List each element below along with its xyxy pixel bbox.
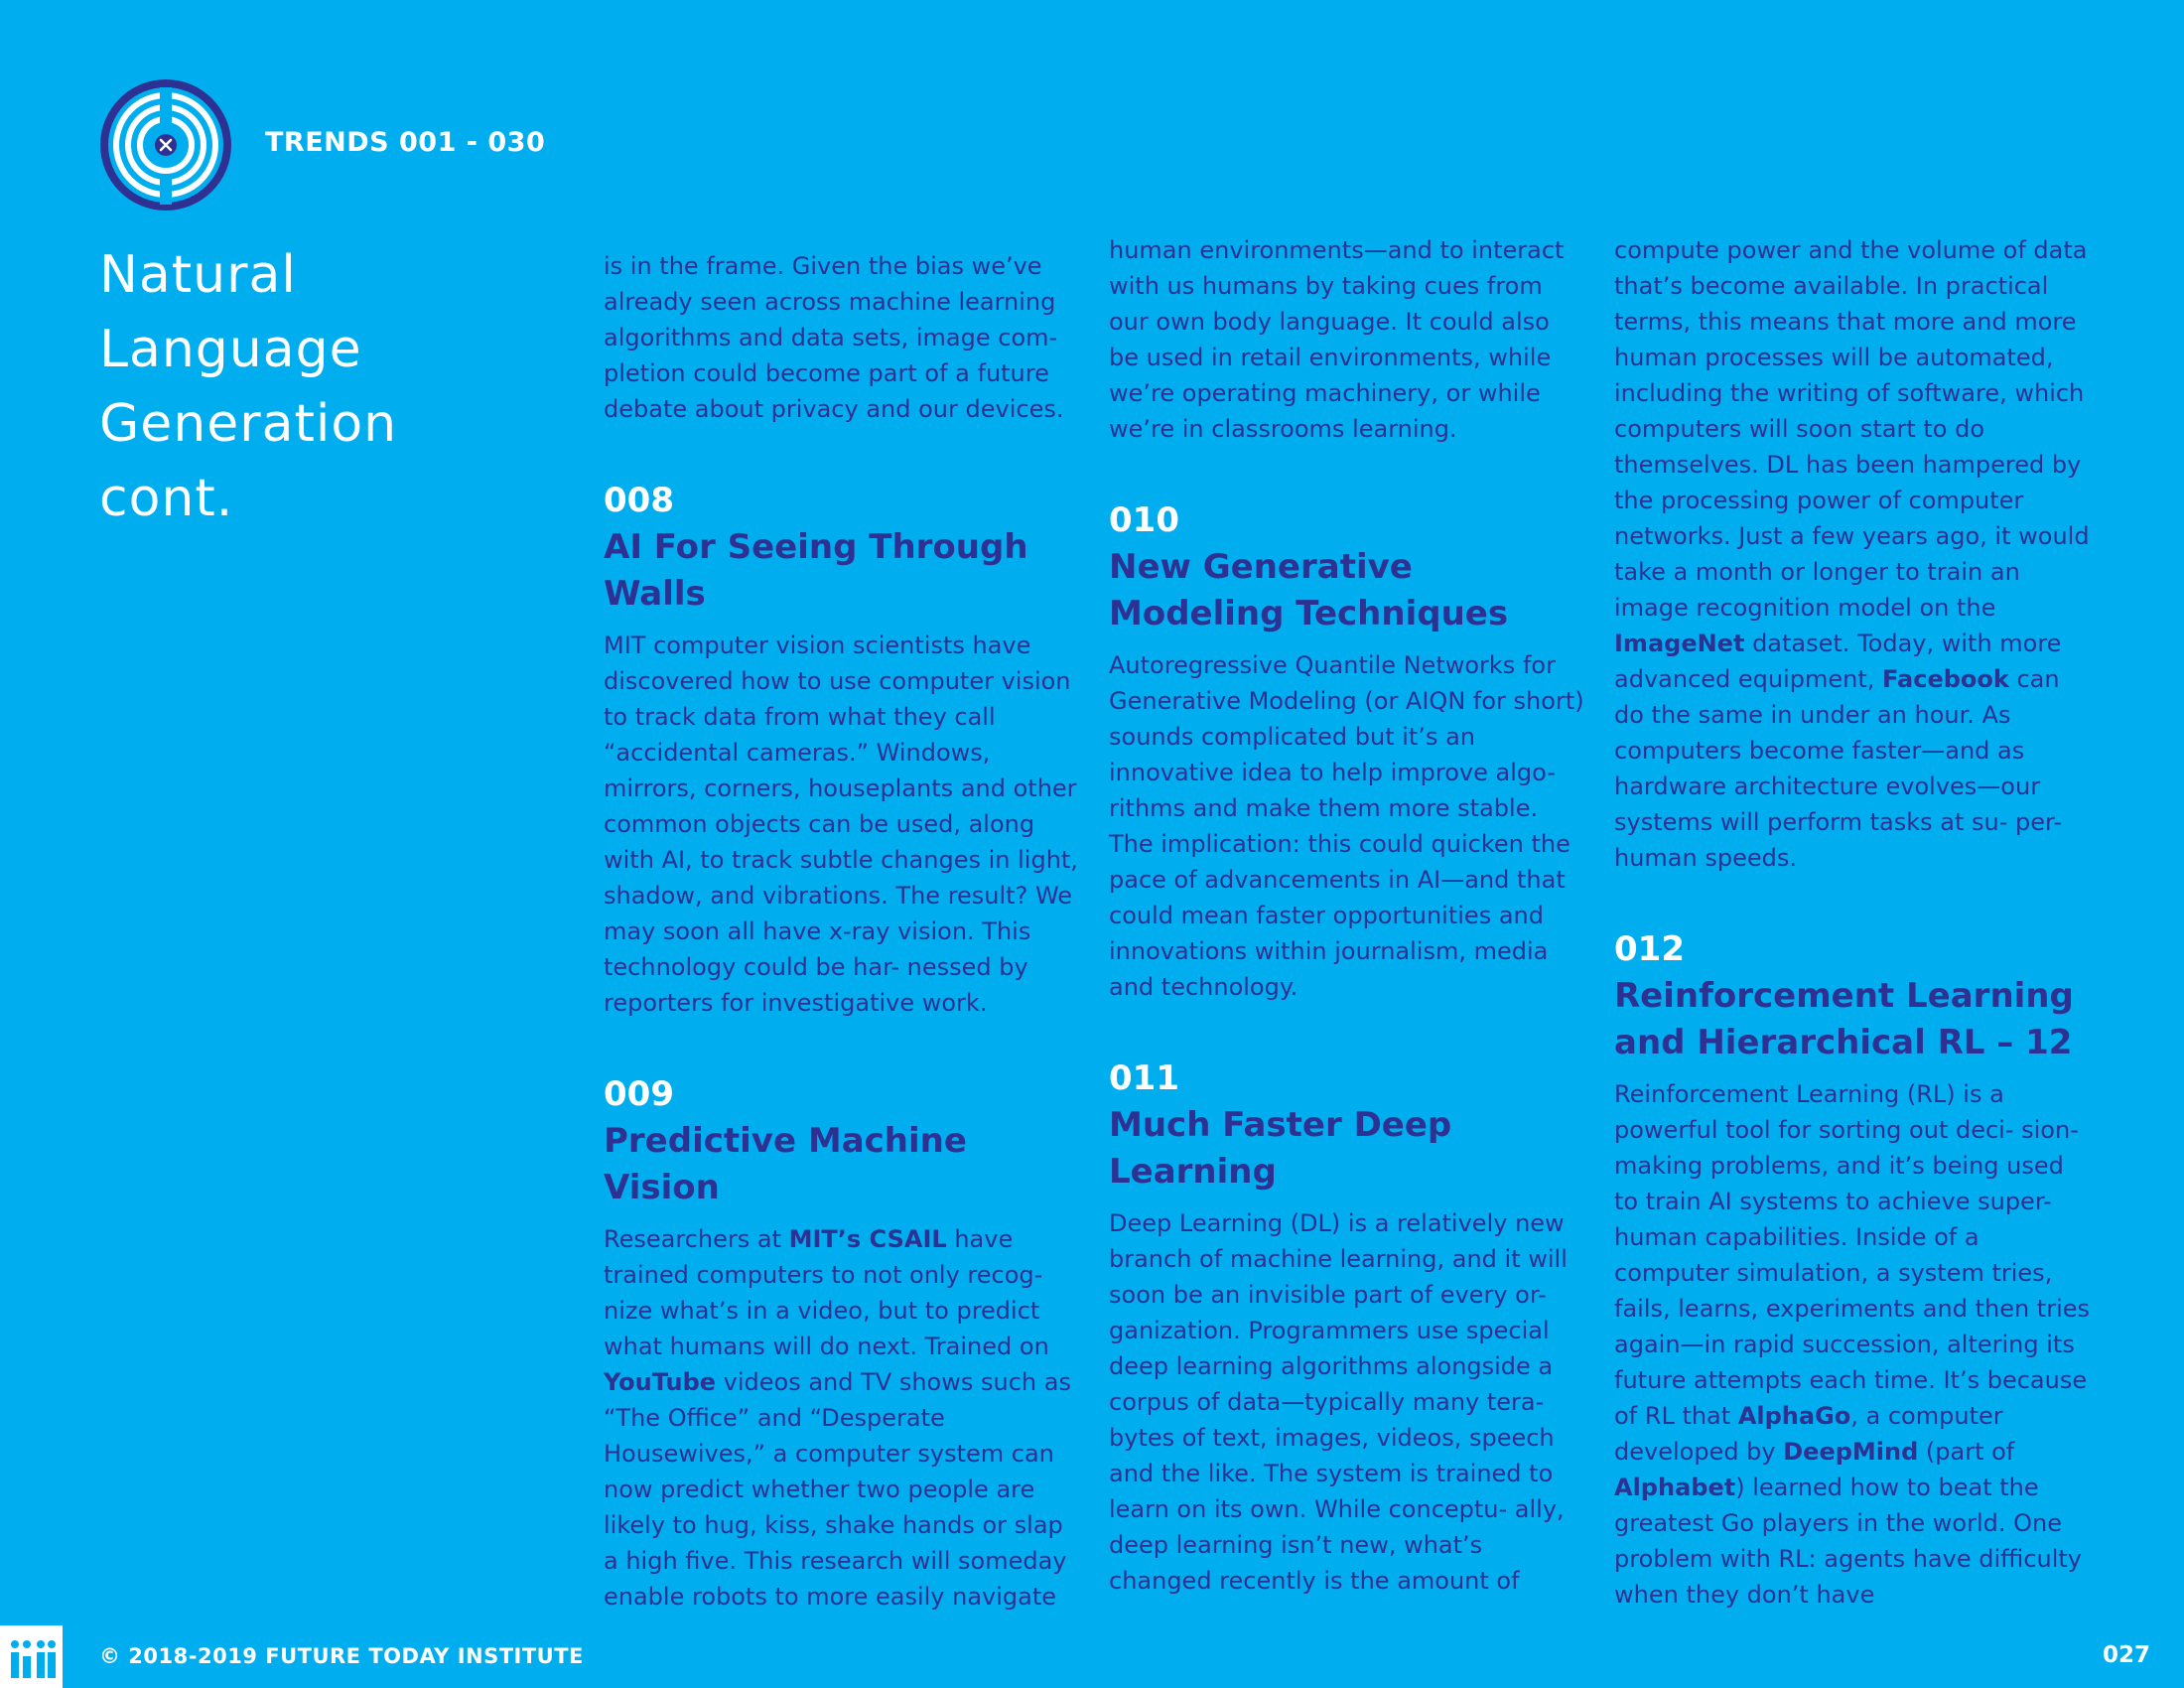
section-title-line: Language — [99, 320, 362, 379]
copyright-text: © 2018-2019 FUTURE TODAY INSTITUTE — [99, 1644, 584, 1668]
trend-number: 008 — [604, 481, 674, 520]
section-title — [99, 238, 397, 536]
fti-logo-icon — [0, 1625, 63, 1688]
emphasis-deepmind: DeepMind — [1783, 1438, 1919, 1466]
maze-logo-icon — [96, 75, 235, 214]
section-title-line: cont. — [99, 469, 234, 528]
trend-title: Predictive Machine Vision — [604, 1121, 967, 1207]
page-number: 027 — [2102, 1642, 2150, 1668]
trend-body: Autoregressive Quantile Networks for Generative Modeling (or AIQN for short) sounds complicated but it’s an innovative idea to help improve algo- rithms and make them more stable. The implication: this could quicken the pace of advancements in AI—and that could mean faster opportunities and innovations within journalism, media and technology. — [1109, 651, 1584, 1001]
intro-paragraph: is in the frame. Given the bias we’ve already seen across machine learning algorithms and data sets, image com- pletion could become part of a future debate about privacy and our devices. — [604, 252, 1064, 423]
intro-paragraph: compute power and the volume of data that’s become available. In practical terms, this means that more and more human processes will be automated, including the writing of software, which computers will soon start to do themselves. DL has been hampered by the processing power of computer networks. Just a few years ago, it would take a month or longer to train an image recognition model on the ImageNet dataset. Today, with more advanced equipment, Facebook can do the same in under an hour. As computers become faster—and as hardware architecture evolves—our systems will perform tasks at su- per-human speeds. — [1614, 236, 2090, 872]
intro-paragraph: human environments—and to interact with us humans by taking cues from our own body language. It could also be used in retail environments, while we’re operating machinery, or while we’re in classrooms learning. — [1109, 236, 1565, 443]
trend-number: 012 — [1614, 929, 1685, 969]
trend-body: Researchers at MIT’s CSAIL have trained computers to not only recog- nize what’s in a video, but to predict what humans will do next. Trained on YouTube videos and TV shows such as “The Office” and “Desperate Housewives,” a computer system can now predict whether two people are likely to hug, kiss, shake hands or slap a high five. This research will someday enable robots to more easily navigate — [604, 1225, 1071, 1611]
emphasis-youtube: YouTube — [604, 1368, 717, 1396]
trend-number: 011 — [1109, 1058, 1179, 1098]
column-2 — [1109, 232, 1585, 1599]
trend-title: AI For Seeing Through Walls — [604, 527, 1028, 614]
trend-title: Much Faster Deep Learning — [1109, 1105, 1452, 1192]
trend-008 — [604, 479, 1080, 1021]
trend-010 — [1109, 498, 1585, 1005]
column-3 — [1614, 232, 2091, 1613]
trend-body: Deep Learning (DL) is a relatively new branch of machine learning, and it will soon be an invisible part of every or- ganization. Programmers use special deep learning algorithms alongside a corpus of data—typically many tera- bytes of text, images, videos, speech and the like. The system is trained to learn on its own. While conceptu- ally, deep learning isn’t new, what’s changed recently is the amount of — [1109, 1209, 1568, 1595]
trend-number: 009 — [604, 1074, 674, 1114]
section-title-line: Natural — [99, 245, 297, 305]
emphasis-facebook: Facebook — [1882, 665, 2009, 693]
trend-011 — [1109, 1056, 1585, 1599]
trend-012 — [1614, 927, 2091, 1613]
trend-title: Reinforcement Learning and Hierarchical RL – 12 — [1614, 976, 2074, 1062]
emphasis-alphabet: Alphabet — [1614, 1474, 1736, 1501]
trend-number: 010 — [1109, 500, 1179, 540]
emphasis-mit-csail: MIT’s CSAIL — [788, 1225, 947, 1253]
trend-009 — [604, 1072, 1080, 1615]
section-title-line: Generation — [99, 394, 398, 454]
trend-body: Reinforcement Learning (RL) is a powerful tool for sorting out deci- sion-making problems, and it’s being used to train AI systems to achieve super-human capabilities. Inside of a computer simulation, a system tries, fails, learns, experiments and then tries again—in rapid succession, altering its future attempts each time. It’s because of RL that AlphaGo, a computer developed by DeepMind (part of Alphabet) learned how to beat the greatest Go players in the world. One problem with RL: agents have difficulty when they don’t have — [1614, 1080, 2091, 1609]
column-1 — [604, 248, 1080, 1615]
header-label: TRENDS 001 - 030 — [265, 127, 546, 158]
emphasis-imagenet: ImageNet — [1614, 630, 1745, 657]
trend-title: New Generative Modeling Techniques — [1109, 547, 1509, 633]
emphasis-alphago: AlphaGo — [1737, 1402, 1851, 1430]
trend-body: MIT computer vision scientists have discovered how to use computer vision to track data from what they call “accidental cameras.” Windows, mirrors, corners, houseplants and other common objects can be used, along with AI, to track subtle changes in light, shadow, and vibrations. The result? We may soon all have x-ray vision. This technology could be har- nessed by reporters for investigative work. — [604, 632, 1078, 1017]
